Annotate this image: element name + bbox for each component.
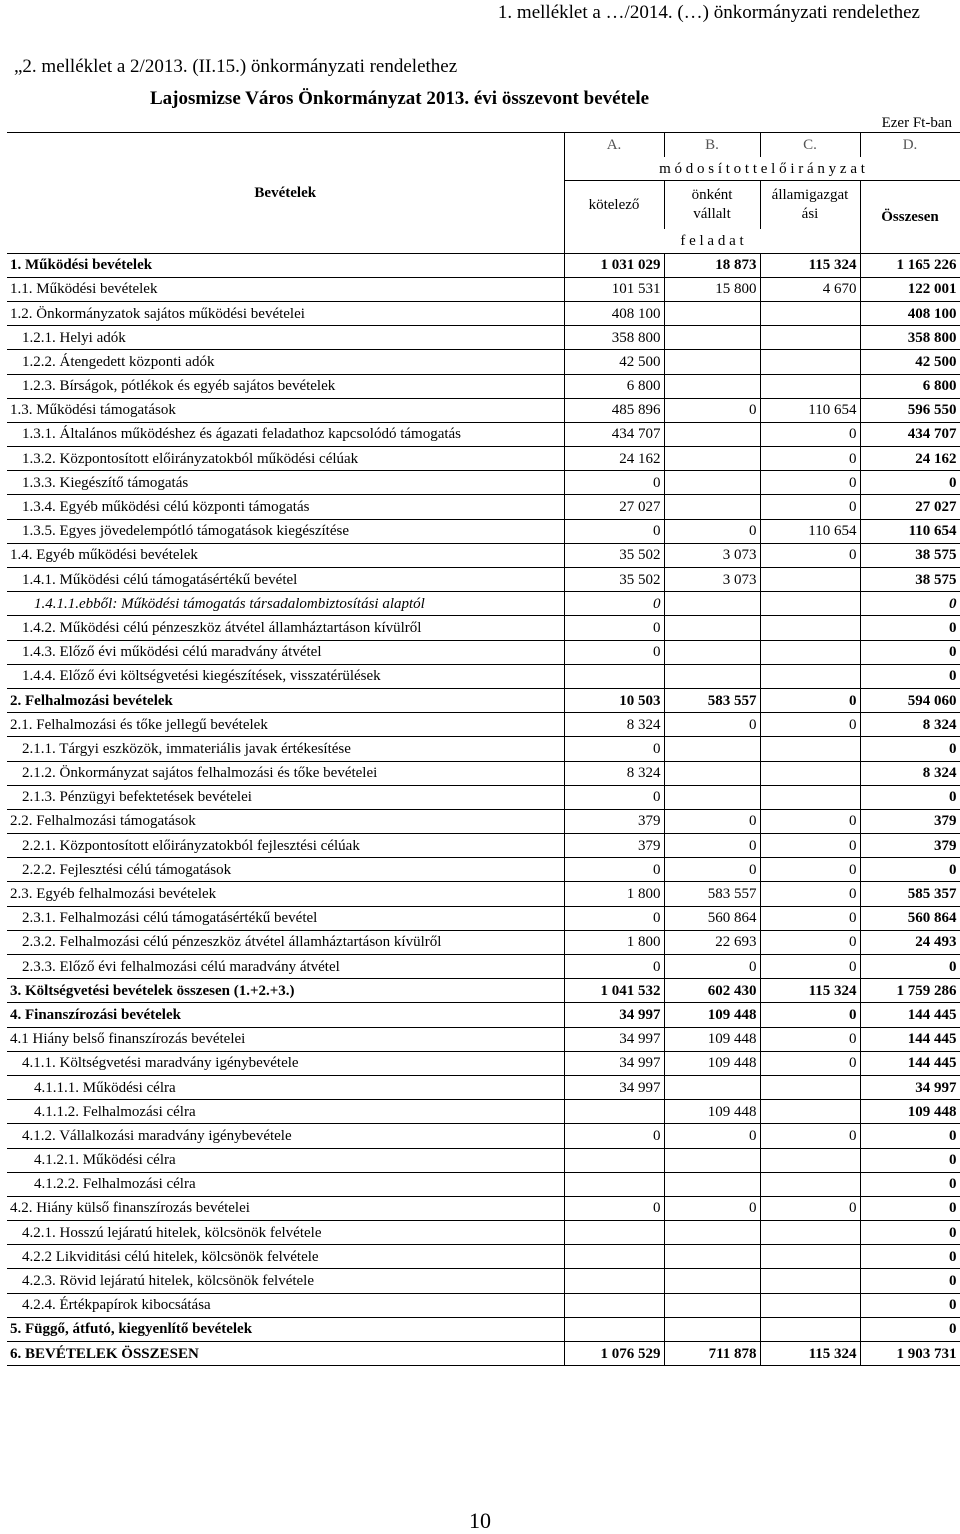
- table-row: [7, 253, 960, 277]
- table-row: [7, 809, 960, 833]
- table-row: [7, 737, 960, 761]
- table-row: [7, 1124, 960, 1148]
- cell-b: [664, 350, 760, 374]
- cell-c: 0: [760, 1003, 860, 1027]
- table-row: [7, 1245, 960, 1269]
- cell-b: 0: [664, 1124, 760, 1148]
- row-label: 2.2.2. Fejlesztési célú támogatások: [7, 858, 564, 882]
- col-letter-b: B.: [664, 133, 760, 157]
- cell-b: 109 448: [664, 1051, 760, 1075]
- cell-b: 0: [664, 955, 760, 979]
- cell-c: [760, 640, 860, 664]
- cell-d: 0: [860, 640, 960, 664]
- cell-a: [564, 1100, 664, 1124]
- cell-a: 358 800: [564, 326, 664, 350]
- col-letter-a: A.: [564, 133, 664, 157]
- cell-c: [760, 592, 860, 616]
- row-label: 4.1 Hiány belső finanszírozás bevételei: [7, 1027, 564, 1051]
- col-letter-c: C.: [760, 133, 860, 157]
- table-row: [7, 882, 960, 906]
- row-label: 3. Költségvetési bevételek összesen (1.+2.+3.): [7, 979, 564, 1003]
- cell-d: 0: [860, 1196, 960, 1220]
- cell-d: 38 575: [860, 568, 960, 592]
- row-label: 2.1.3. Pénzügyi befektetések bevételei: [7, 785, 564, 809]
- row-label: 1.2.1. Helyi adók: [7, 326, 564, 350]
- table-row: [7, 1293, 960, 1317]
- cell-d: 24 162: [860, 447, 960, 471]
- table-row: [7, 277, 960, 301]
- row-label: 4.2.4. Értékpapírok kibocsátása: [7, 1293, 564, 1317]
- table-row: [7, 1221, 960, 1245]
- cell-d: 0: [860, 858, 960, 882]
- row-label: 1.3. Működési támogatások: [7, 398, 564, 422]
- cell-c: [760, 761, 860, 785]
- cell-d: 0: [860, 592, 960, 616]
- cell-c: 0: [760, 858, 860, 882]
- cell-a: 0: [564, 1124, 664, 1148]
- cell-d: 0: [860, 1317, 960, 1341]
- table-row: [7, 1148, 960, 1172]
- table-row: [7, 471, 960, 495]
- row-label: 1.3.3. Kiegészítő támogatás: [7, 471, 564, 495]
- row-label: 1.4.1. Működési célú támogatásértékű bevétel: [7, 568, 564, 592]
- cell-a: 408 100: [564, 301, 664, 325]
- cell-b: 602 430: [664, 979, 760, 1003]
- cell-d: 24 493: [860, 930, 960, 954]
- table-row: [7, 930, 960, 954]
- cell-a: 101 531: [564, 277, 664, 301]
- cell-b: [664, 616, 760, 640]
- cell-d: 0: [860, 471, 960, 495]
- col-c-header-line1: államigazgat: [771, 187, 849, 204]
- row-label: 5. Függő, átfutó, kiegyenlítő bevételek: [7, 1317, 564, 1341]
- table-row: [7, 688, 960, 712]
- cell-c: [760, 1317, 860, 1341]
- cell-d: 1 165 226: [860, 253, 960, 277]
- row-label: 1.3.1. Általános működéshez és ágazati feladathoz kapcsolódó támogatás: [7, 422, 564, 446]
- table-row: [7, 326, 960, 350]
- row-label: 4.1.2. Vállalkozási maradvány igénybevétele: [7, 1124, 564, 1148]
- table-row: [7, 1172, 960, 1196]
- cell-d: 0: [860, 1245, 960, 1269]
- cell-d: 0: [860, 955, 960, 979]
- cell-a: 8 324: [564, 761, 664, 785]
- cell-d: 0: [860, 1293, 960, 1317]
- cell-c: 0: [760, 543, 860, 567]
- cell-d: 0: [860, 616, 960, 640]
- cell-c: [760, 1172, 860, 1196]
- table-row: [7, 713, 960, 737]
- cell-b: 0: [664, 1196, 760, 1220]
- cell-d: 0: [860, 664, 960, 688]
- row-label: 1.1. Működési bevételek: [7, 277, 564, 301]
- cell-b: [664, 761, 760, 785]
- cell-a: 0: [564, 737, 664, 761]
- cell-c: [760, 785, 860, 809]
- cell-c: 0: [760, 688, 860, 712]
- cell-a: 0: [564, 519, 664, 543]
- cell-d: 585 357: [860, 882, 960, 906]
- table-row: [7, 447, 960, 471]
- row-label: 6. BEVÉTELEK ÖSSZESEN: [7, 1342, 564, 1366]
- cell-b: 0: [664, 858, 760, 882]
- cell-b: [664, 1245, 760, 1269]
- cell-a: 0: [564, 616, 664, 640]
- cell-b: 3 073: [664, 568, 760, 592]
- cell-a: 34 997: [564, 1027, 664, 1051]
- row-label: 1.4.3. Előző évi működési célú maradvány átvétel: [7, 640, 564, 664]
- cell-b: 583 557: [664, 688, 760, 712]
- cell-a: 379: [564, 809, 664, 833]
- col-c-header: [760, 181, 860, 229]
- cell-b: [664, 1317, 760, 1341]
- cell-a: 35 502: [564, 568, 664, 592]
- cell-d: 0: [860, 1172, 960, 1196]
- cell-a: [564, 1245, 664, 1269]
- cell-a: 6 800: [564, 374, 664, 398]
- cell-c: 115 324: [760, 1342, 860, 1366]
- cell-b: [664, 447, 760, 471]
- cell-d: 408 100: [860, 301, 960, 325]
- cell-c: 0: [760, 1196, 860, 1220]
- cell-d: 379: [860, 834, 960, 858]
- cell-d: 0: [860, 785, 960, 809]
- cell-b: 18 873: [664, 253, 760, 277]
- cell-b: 15 800: [664, 277, 760, 301]
- cell-d: 379: [860, 809, 960, 833]
- table-row: [7, 350, 960, 374]
- cell-d: 560 864: [860, 906, 960, 930]
- row-label: 2.3.1. Felhalmozási célú támogatásértékű bevétel: [7, 906, 564, 930]
- cell-a: 42 500: [564, 350, 664, 374]
- cell-a: [564, 1221, 664, 1245]
- cell-c: 0: [760, 713, 860, 737]
- cell-d: 109 448: [860, 1100, 960, 1124]
- cell-a: 8 324: [564, 713, 664, 737]
- cell-c: [760, 664, 860, 688]
- row-label: 4.2.1. Hosszú lejáratú hitelek, kölcsönök felvétele: [7, 1221, 564, 1245]
- cell-d: 434 707: [860, 422, 960, 446]
- cell-a: 1 800: [564, 882, 664, 906]
- cell-d: 6 800: [860, 374, 960, 398]
- cell-c: [760, 374, 860, 398]
- cell-d: 0: [860, 737, 960, 761]
- cell-d: 144 445: [860, 1003, 960, 1027]
- cell-c: 0: [760, 447, 860, 471]
- cell-c: [760, 1269, 860, 1293]
- table-row: [7, 834, 960, 858]
- cell-a: 1 076 529: [564, 1342, 664, 1366]
- row-label: 4.1.2.2. Felhalmozási célra: [7, 1172, 564, 1196]
- table-row: [7, 955, 960, 979]
- cell-b: [664, 1148, 760, 1172]
- cell-b: 0: [664, 809, 760, 833]
- cell-a: 379: [564, 834, 664, 858]
- cell-b: 22 693: [664, 930, 760, 954]
- cell-c: [760, 1221, 860, 1245]
- row-label: 4.2.3. Rövid lejáratú hitelek, kölcsönök felvétele: [7, 1269, 564, 1293]
- table-row: [7, 1003, 960, 1027]
- cell-c: 4 670: [760, 277, 860, 301]
- cell-b: [664, 301, 760, 325]
- cell-b: [664, 1075, 760, 1099]
- cell-c: 115 324: [760, 253, 860, 277]
- cell-b: [664, 422, 760, 446]
- label-column-header: Bevételek: [7, 133, 564, 254]
- cell-a: 1 041 532: [564, 979, 664, 1003]
- cell-a: 34 997: [564, 1075, 664, 1099]
- cell-b: [664, 1221, 760, 1245]
- row-label: 2.1.1. Tárgyi eszközök, immateriális javak értékesítése: [7, 737, 564, 761]
- row-label: 1.2. Önkormányzatok sajátos működési bevételei: [7, 301, 564, 325]
- row-label: 1. Működési bevételek: [7, 253, 564, 277]
- row-label: 1.4. Egyéb működési bevételek: [7, 543, 564, 567]
- table-row: [7, 301, 960, 325]
- cell-b: 0: [664, 398, 760, 422]
- table-row: [7, 1051, 960, 1075]
- cell-b: [664, 640, 760, 664]
- cell-b: 583 557: [664, 882, 760, 906]
- row-label: 2.3.3. Előző évi felhalmozási célú maradvány átvétel: [7, 955, 564, 979]
- row-label: 2. Felhalmozási bevételek: [7, 688, 564, 712]
- cell-d: 1 759 286: [860, 979, 960, 1003]
- cell-d: 0: [860, 1269, 960, 1293]
- cell-b: [664, 1172, 760, 1196]
- col-b-header-line1: önként: [691, 187, 733, 204]
- cell-a: 27 027: [564, 495, 664, 519]
- row-label: 4.1.1.2. Felhalmozási célra: [7, 1100, 564, 1124]
- cell-a: [564, 1293, 664, 1317]
- cell-c: 0: [760, 1027, 860, 1051]
- row-label: 4.1.2.1. Működési célra: [7, 1148, 564, 1172]
- row-label: 1.4.1.1.ebből: Működési támogatás társadalombiztosítási alaptól: [7, 592, 564, 616]
- cell-b: 0: [664, 834, 760, 858]
- cell-d: 8 324: [860, 713, 960, 737]
- cell-b: [664, 1293, 760, 1317]
- cell-c: [760, 301, 860, 325]
- cell-c: 110 654: [760, 398, 860, 422]
- row-label: 4.2.2 Likviditási célú hitelek, kölcsönök felvétele: [7, 1245, 564, 1269]
- cell-d: 0: [860, 1221, 960, 1245]
- cell-c: 0: [760, 422, 860, 446]
- cell-a: [564, 1269, 664, 1293]
- cell-c: 0: [760, 1124, 860, 1148]
- cell-b: 0: [664, 519, 760, 543]
- cell-b: [664, 495, 760, 519]
- cell-d: 34 997: [860, 1075, 960, 1099]
- table-row: [7, 640, 960, 664]
- row-label: 2.2.1. Központosított előirányzatokból fejlesztési célúak: [7, 834, 564, 858]
- cell-b: 109 448: [664, 1027, 760, 1051]
- cell-d: 144 445: [860, 1027, 960, 1051]
- cell-d: 594 060: [860, 688, 960, 712]
- table-row: [7, 543, 960, 567]
- cell-c: 0: [760, 906, 860, 930]
- row-label: 1.2.3. Bírságok, pótlékok és egyéb sajátos bevételek: [7, 374, 564, 398]
- cell-a: [564, 664, 664, 688]
- cell-c: 115 324: [760, 979, 860, 1003]
- cell-d: 110 654: [860, 519, 960, 543]
- cell-d: 122 001: [860, 277, 960, 301]
- page-number: 10: [469, 1508, 491, 1533]
- cell-a: 34 997: [564, 1003, 664, 1027]
- cell-c: 0: [760, 1051, 860, 1075]
- cell-a: 10 503: [564, 688, 664, 712]
- row-label: 1.2.2. Átengedett központi adók: [7, 350, 564, 374]
- col-letter-d: D.: [860, 133, 960, 157]
- table-row: [7, 1342, 960, 1366]
- table-row: [7, 785, 960, 809]
- cell-c: 0: [760, 955, 860, 979]
- cell-a: 35 502: [564, 543, 664, 567]
- cell-d: 27 027: [860, 495, 960, 519]
- cell-a: 0: [564, 1196, 664, 1220]
- row-label: 1.3.4. Egyéb működési célú központi támogatás: [7, 495, 564, 519]
- row-label: 1.4.2. Működési célú pénzeszköz átvétel államháztartáson kívülről: [7, 616, 564, 640]
- cell-b: 3 073: [664, 543, 760, 567]
- cell-c: 0: [760, 930, 860, 954]
- table-row: [7, 1196, 960, 1220]
- table-row: [7, 979, 960, 1003]
- row-label: 2.3. Egyéb felhalmozási bevételek: [7, 882, 564, 906]
- row-label: 2.1.2. Önkormányzat sajátos felhalmozási és tőke bevételei: [7, 761, 564, 785]
- cell-c: 0: [760, 495, 860, 519]
- table-row: [7, 664, 960, 688]
- cell-b: 109 448: [664, 1003, 760, 1027]
- cell-a: [564, 1317, 664, 1341]
- cell-a: 0: [564, 471, 664, 495]
- cell-d: 8 324: [860, 761, 960, 785]
- cell-c: [760, 616, 860, 640]
- cell-b: [664, 1269, 760, 1293]
- cell-d: 38 575: [860, 543, 960, 567]
- cell-b: 560 864: [664, 906, 760, 930]
- row-label: 1.4.4. Előző évi költségvetési kiegészítések, visszatérülések: [7, 664, 564, 688]
- cell-a: 485 896: [564, 398, 664, 422]
- cell-b: [664, 785, 760, 809]
- cell-b: [664, 664, 760, 688]
- document-title: Lajosmizse Város Önkormányzat 2013. évi összevont bevétele: [150, 88, 650, 109]
- column-letters-row: [7, 133, 960, 157]
- row-label: 2.1. Felhalmozási és tőke jellegű bevételek: [7, 713, 564, 737]
- cell-c: [760, 350, 860, 374]
- cell-c: [760, 1075, 860, 1099]
- modified-appropriation-label: m ó d o s í t o t t e l ő i r á n y z a t: [564, 157, 960, 181]
- amendment-line: „2. melléklet a 2/2013. (II.15.) önkormányzati rendelethez: [14, 56, 458, 77]
- table-row: [7, 1027, 960, 1051]
- cell-a: 0: [564, 858, 664, 882]
- cell-d: 358 800: [860, 326, 960, 350]
- cell-c: [760, 568, 860, 592]
- cell-b: 109 448: [664, 1100, 760, 1124]
- cell-c: 110 654: [760, 519, 860, 543]
- cell-c: [760, 1100, 860, 1124]
- revenue-table: [7, 132, 960, 1366]
- cell-b: 711 878: [664, 1342, 760, 1366]
- cell-d: 0: [860, 1148, 960, 1172]
- cell-c: [760, 326, 860, 350]
- row-label: 4. Finanszírozási bevételek: [7, 1003, 564, 1027]
- col-a-header: kötelező: [564, 181, 664, 229]
- cell-d: 596 550: [860, 398, 960, 422]
- row-label: 4.1.1. Költségvetési maradvány igénybevétele: [7, 1051, 564, 1075]
- task-label: f e l a d a t: [564, 229, 860, 253]
- table-row: [7, 1317, 960, 1341]
- cell-b: [664, 374, 760, 398]
- cell-a: 0: [564, 592, 664, 616]
- table-row: [7, 495, 960, 519]
- row-label: 4.1.1.1. Működési célra: [7, 1075, 564, 1099]
- row-label: 1.3.2. Központosított előirányzatokból működési célúak: [7, 447, 564, 471]
- cell-c: [760, 1245, 860, 1269]
- cell-a: 1 800: [564, 930, 664, 954]
- cell-a: 0: [564, 955, 664, 979]
- table-row: [7, 1100, 960, 1124]
- cell-c: 0: [760, 882, 860, 906]
- cell-c: [760, 1148, 860, 1172]
- cell-d: 0: [860, 1124, 960, 1148]
- cell-d: 1 903 731: [860, 1342, 960, 1366]
- cell-a: 0: [564, 785, 664, 809]
- cell-c: 0: [760, 834, 860, 858]
- cell-c: [760, 1293, 860, 1317]
- col-total-header: Összesen: [860, 181, 960, 253]
- row-label: 2.3.2. Felhalmozási célú pénzeszköz átvétel államháztartáson kívülről: [7, 930, 564, 954]
- row-label: 4.2. Hiány külső finanszírozás bevételei: [7, 1196, 564, 1220]
- cell-a: 34 997: [564, 1051, 664, 1075]
- row-label: 1.3.5. Egyes jövedelempótló támogatások kiegészítése: [7, 519, 564, 543]
- cell-d: 144 445: [860, 1051, 960, 1075]
- cell-a: 24 162: [564, 447, 664, 471]
- cell-a: [564, 1172, 664, 1196]
- col-c-header-line2: ási: [801, 206, 819, 223]
- table-row: [7, 1269, 960, 1293]
- cell-a: 434 707: [564, 422, 664, 446]
- cell-a: 0: [564, 906, 664, 930]
- cell-b: [664, 471, 760, 495]
- cell-b: [664, 326, 760, 350]
- table-row: [7, 858, 960, 882]
- table-row: [7, 1075, 960, 1099]
- cell-c: 0: [760, 809, 860, 833]
- col-b-header-line2: vállalt: [693, 206, 731, 223]
- cell-a: [564, 1148, 664, 1172]
- table-row: [7, 422, 960, 446]
- cell-b: 0: [664, 713, 760, 737]
- table-row: [7, 761, 960, 785]
- cell-b: [664, 737, 760, 761]
- table-row: [7, 592, 960, 616]
- table-row: [7, 616, 960, 640]
- table-row: [7, 398, 960, 422]
- cell-c: 0: [760, 471, 860, 495]
- table-row: [7, 519, 960, 543]
- col-b-header: [664, 181, 760, 229]
- cell-c: [760, 737, 860, 761]
- cell-d: 42 500: [860, 350, 960, 374]
- table-row: [7, 568, 960, 592]
- table-row: [7, 374, 960, 398]
- unit-label: Ezer Ft-ban: [881, 115, 952, 131]
- table-row: [7, 906, 960, 930]
- cell-a: 0: [564, 640, 664, 664]
- cell-b: [664, 592, 760, 616]
- attachment-line: 1. melléklet a …/2014. (…) önkormányzati rendelethez: [497, 2, 920, 23]
- row-label: 2.2. Felhalmozási támogatások: [7, 809, 564, 833]
- cell-a: 1 031 029: [564, 253, 664, 277]
